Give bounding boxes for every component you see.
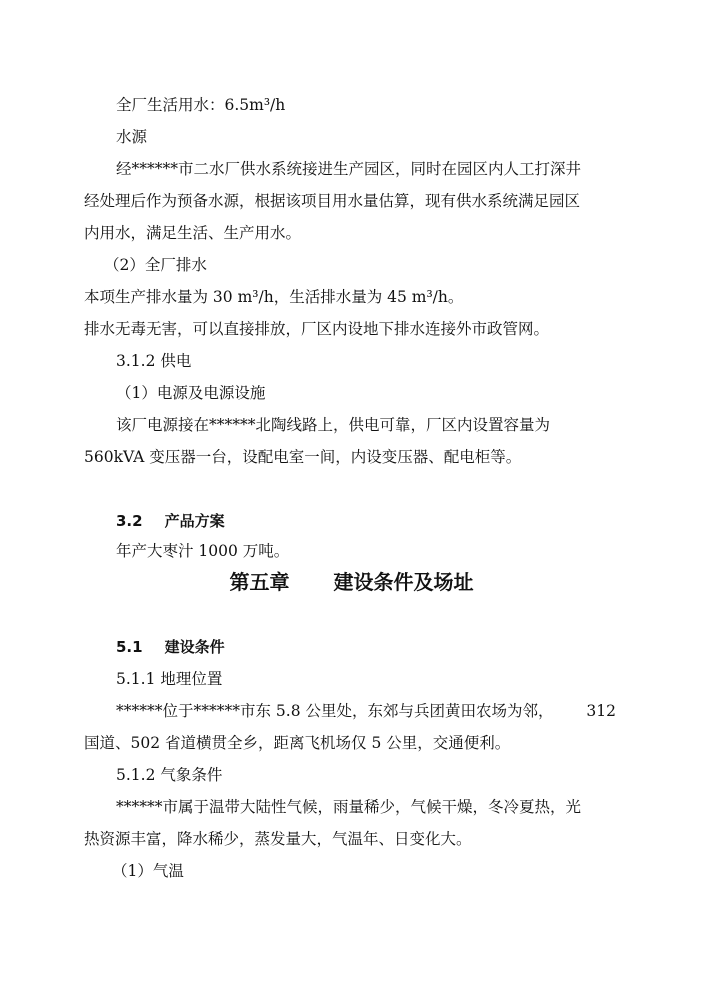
section-number: 5.1 (116, 638, 143, 656)
paragraph-line: 国道、502 省道横贯全乡，距离飞机场仅 5 公里，交通便利。 (84, 734, 511, 752)
paragraph-line: 经处理后作为预备水源，根据该项目用水量估算，现有供水系统满足园区 (84, 192, 581, 210)
paragraph-line: 经******市二水厂供水系统接进生产园区，同时在园区内人工打深井 (116, 160, 582, 178)
paragraph-text: 312 (586, 702, 616, 720)
paragraph-line: 热资源丰富，降水稀少，蒸发量大，气温年、日变化大。 (84, 830, 472, 848)
paragraph-line: 排水无毒无害，可以直接排放，厂区内设地下排水连接外市政管网。 (84, 320, 550, 338)
chapter-number: 第五章 (229, 570, 290, 594)
section-heading-5-1 (116, 636, 225, 658)
paragraph-line: 年产大枣汁 1000 万吨。 (116, 542, 290, 560)
section-title: 产品方案 (164, 512, 225, 530)
paragraph-line: 该厂电源接在******北陶线路上，供电可靠，厂区内设置容量为 (116, 416, 551, 434)
paragraph-line: 内用水，满足生活、生产用水。 (84, 224, 302, 242)
paragraph-text: ******位于******市东 5.8 公里处，东郊与兵团黄田农场为邻， (116, 702, 554, 720)
section-number: 3.2 (116, 512, 143, 530)
drainage-heading: （2）全厂排水 (104, 256, 207, 274)
chapter-heading (0, 568, 703, 596)
chapter-title: 建设条件及场址 (333, 570, 474, 594)
geo-heading: 5.1.1 地理位置 (116, 670, 223, 688)
section-title: 建设条件 (164, 638, 225, 656)
temperature-heading: （1）气温 (112, 862, 184, 880)
water-source-heading: 水源 (116, 128, 148, 146)
section-heading-3-2 (116, 510, 225, 532)
water-use-line: 全厂生活用水：6.5m³/h (116, 96, 286, 114)
paragraph-line: ******市属于温带大陆性气候，雨量稀少，气候干燥，冬冷夏热，光 (116, 798, 582, 816)
power-subheading: （1）电源及电源设施 (116, 384, 266, 402)
paragraph-line: 本项生产排水量为 30 m³/h，生活排水量为 45 m³/h。 (84, 288, 464, 306)
power-heading: 3.1.2 供电 (116, 352, 192, 370)
paragraph-line (116, 700, 616, 722)
climate-heading: 5.1.2 气象条件 (116, 766, 223, 784)
paragraph-line: 560kVA 变压器一台，设配电室一间，内设变压器、配电柜等。 (84, 448, 522, 466)
